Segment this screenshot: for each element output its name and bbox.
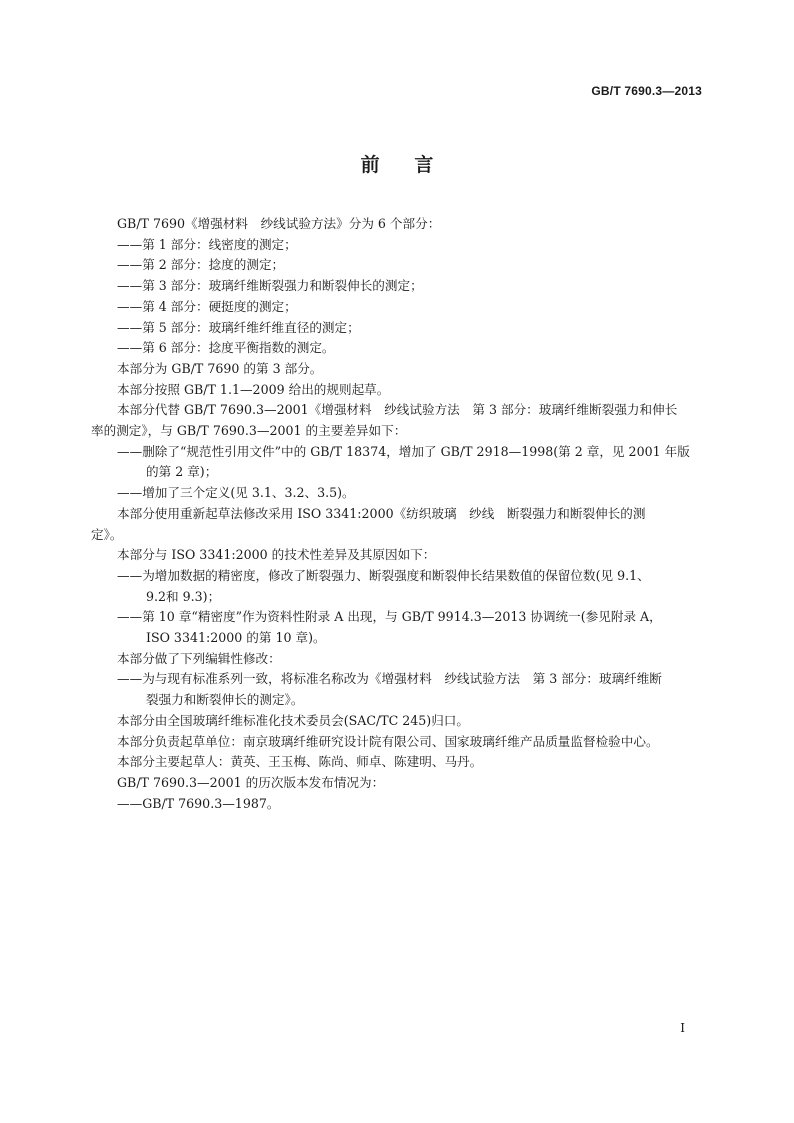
list-item: ——为增加数据的精密度，修改了断裂强力、断裂强度和断裂伸长结果数值的保留位数(见 9.1、 (117, 567, 650, 583)
list-item-continuation: 裂强力和断裂伸长的测定》。 (146, 692, 304, 708)
paragraph-continuation: 率的测定》，与 GB/T 7690.3—2001 的主要差异如下： (91, 423, 407, 439)
paragraph: 本部分使用重新起草法修改采用 ISO 3341:2000《纺织玻璃 纱线 断裂强力和断裂伸长的测 (117, 505, 646, 521)
paragraph: 本部分与 ISO 3341:2000 的技术性差异及其原因如下： (117, 547, 436, 563)
foreword-body (91, 214, 708, 814)
page-title (0, 150, 794, 177)
title-char: 前 (360, 154, 380, 176)
paragraph: 本部分负责起草单位：南京玻璃纤维研究设计院有限公司、国家玻璃纤维产品质量监督检验中心。 (117, 733, 659, 749)
paragraph: GB/T 7690.3—2001 的历次版本发布情况为： (117, 774, 385, 790)
list-item: ——为与现有标准系列一致，将标准名称改为《增强材料 纱线试验方法 第 3 部分：玻璃纤维断 (117, 671, 662, 687)
list-item: ——GB/T 7690.3—1987。 (117, 795, 280, 811)
page-number: I (680, 1021, 685, 1035)
list-item: ——第 3 部分：玻璃纤维断裂强力和断裂伸长的测定； (117, 278, 423, 294)
list-item: ——第 5 部分：玻璃纤维纤维直径的测定； (117, 319, 360, 335)
list-item: ——删除了“规范性引用文件”中的 GB/T 18374，增加了 GB/T 2918—1998(第 2 章，见 2001 年版 (117, 443, 690, 459)
list-item: ——第 1 部分：线密度的测定； (117, 236, 297, 252)
paragraph: 本部分为 GB/T 7690 的第 3 部分。 (117, 360, 323, 376)
paragraph: 本部分按照 GB/T 1.1—2009 给出的规则起草。 (117, 381, 390, 397)
paragraph: GB/T 7690《增强材料 纱线试验方法》分为 6 个部分： (117, 216, 441, 231)
list-item: ——第 4 部分：硬挺度的测定； (117, 298, 297, 314)
list-item: ——增加了三个定义(见 3.1、3.2、3.5)。 (117, 485, 355, 501)
list-item: ——第 2 部分：捻度的测定； (117, 257, 285, 273)
paragraph: 本部分代替 GB/T 7690.3—2001《增强材料 纱线试验方法 第 3 部分：玻璃纤维断裂强力和伸长 (117, 402, 678, 418)
list-item-continuation: 9.2和 9.3)； (146, 588, 221, 604)
list-item-continuation: ISO 3341:2000 的第 10 章)。 (146, 630, 326, 646)
paragraph-continuation: 定》。 (91, 526, 123, 542)
title-char: 言 (414, 154, 434, 176)
standard-code: GB/T 7690.3—2013 (591, 84, 702, 98)
list-item-continuation: 的第 2 章)； (146, 464, 218, 480)
list-item: ——第 6 部分：捻度平衡指数的测定。 (117, 340, 335, 356)
list-item: ——第 10 章“精密度”作为资料性附录 A 出现，与 GB/T 9914.3—2013 协调统一(参见附录 A， (117, 609, 662, 625)
paragraph: 本部分做了下列编辑性修改： (117, 650, 281, 666)
paragraph: 本部分主要起草人：黄英、王玉梅、陈尚、师卓、陈建明、马丹。 (117, 754, 483, 770)
paragraph: 本部分由全国玻璃纤维标准化技术委员会(SAC/TC 245)归口。 (117, 712, 469, 728)
